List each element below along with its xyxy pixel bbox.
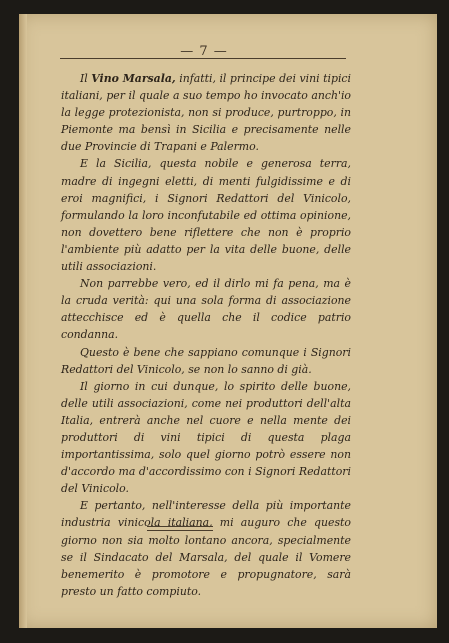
wine-name: Vino Marsala, [91, 72, 176, 85]
paragraph: E pertanto, nell'interesse della più importante industria vinicola italiana, mi auguro che questo giorno non sia molto lontano ancora, specialmente se il Sindacato del Marsala, del quale il Vomere benemerito è promotore e propugnatore, sarà presto un fatto compiuto. [61, 499, 351, 598]
paragraph-rest: infatti, il principe dei vini tipici italiani, per il quale a suo tempo ho invocato anch'io la legge protezionista, non si produce, purtroppo, in Piemonte ma bensì in Sicilia e precisamente nelle due Provincie di Trapani e Palermo. [61, 72, 352, 154]
body-text [61, 70, 351, 600]
paragraph: E la Sicilia, questa nobile e generosa terra, madre di ingegni eletti, di menti fulgidissime e di eroi magnifici, i Signori Redattori del Vinicolo, formulando la loro inconfutabile ed ottima opinione, non dovettero bene riflettere che non è proprio l'ambiente più adatto per la vita delle buone, delle utili associazioni. [61, 157, 351, 274]
paragraph: Questo è bene che sappiano comunque i Signori Redattori del Vinicolo, se non lo sanno di già. [61, 345, 351, 376]
closing-double-rule [147, 526, 213, 531]
header-rule [60, 58, 346, 59]
page-spine-shadow [19, 14, 27, 628]
page-number: — 7 — [180, 44, 228, 59]
paragraph [61, 70, 351, 155]
paragraph-lead: Il [80, 72, 92, 85]
paragraph: Il giorno in cui dunque, lo spirito delle buone, delle utili associazioni, come nei produttori dell'alta Italia, entrerà anche nel cuore e nella mente dei produttori di vini tipici di questa plaga importantissima, solo quel giorno potrò essere non d'accordo ma d'accordissimo con i Signori Redattori del Vinicolo. [61, 379, 351, 496]
paragraph: Non parrebbe vero, ed il dirlo mi fa pena, ma è la cruda verità: qui una sola forma di associazione attecchisce ed è quella che il codice patrio condanna. [61, 277, 351, 342]
